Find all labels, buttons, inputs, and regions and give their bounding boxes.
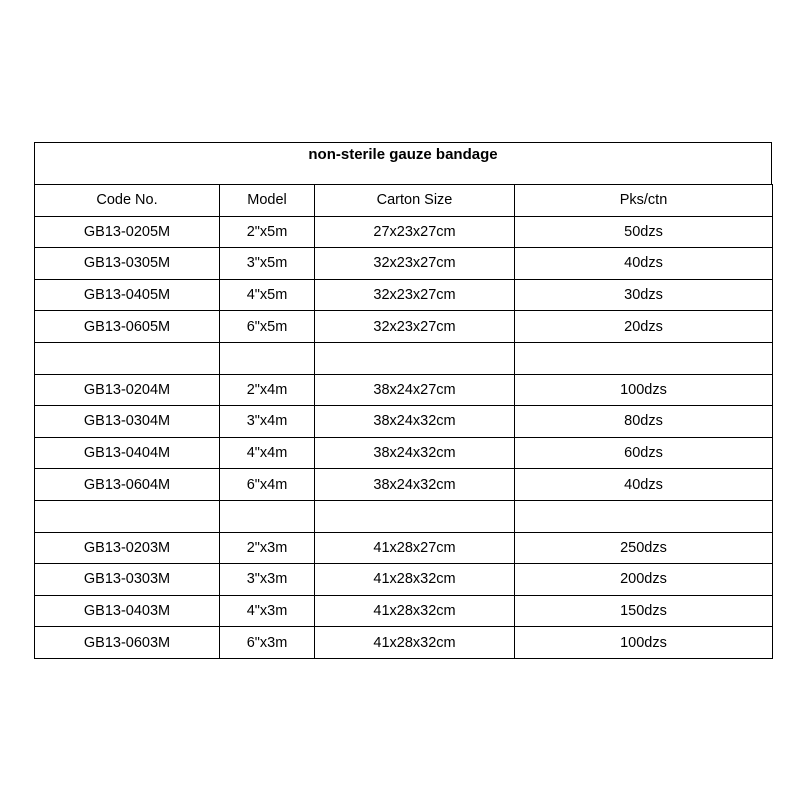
cell-carton-size	[315, 342, 515, 374]
cell-model: 3"x5m	[220, 248, 315, 280]
cell-model: 6"x5m	[220, 311, 315, 343]
table-row	[35, 248, 773, 280]
cell-pks-ctn: 20dzs	[515, 311, 773, 343]
cell-code-no: GB13-0604M	[35, 469, 220, 501]
cell-code-no: GB13-0605M	[35, 311, 220, 343]
cell-pks-ctn: 200dzs	[515, 564, 773, 596]
cell-code-no: GB13-0305M	[35, 248, 220, 280]
cell-model: 3"x3m	[220, 564, 315, 596]
table-row	[35, 374, 773, 406]
cell-code-no: GB13-0403M	[35, 595, 220, 627]
cell-code-no: GB13-0603M	[35, 627, 220, 659]
cell-carton-size: 41x28x32cm	[315, 564, 515, 596]
cell-carton-size	[315, 500, 515, 532]
cell-model: 4"x3m	[220, 595, 315, 627]
cell-pks-ctn: 50dzs	[515, 216, 773, 248]
cell-carton-size: 38x24x27cm	[315, 374, 515, 406]
header-model: Model	[220, 185, 315, 217]
cell-carton-size: 27x23x27cm	[315, 216, 515, 248]
header-row	[35, 185, 773, 217]
cell-carton-size: 32x23x27cm	[315, 279, 515, 311]
table-row	[35, 216, 773, 248]
cell-code-no	[35, 500, 220, 532]
table-row	[35, 311, 773, 343]
spec-table	[34, 184, 773, 659]
cell-pks-ctn: 30dzs	[515, 279, 773, 311]
cell-carton-size: 41x28x32cm	[315, 595, 515, 627]
cell-code-no	[35, 342, 220, 374]
cell-model: 4"x5m	[220, 279, 315, 311]
table-row	[35, 595, 773, 627]
table-row	[35, 564, 773, 596]
header-code-no: Code No.	[35, 185, 220, 217]
cell-pks-ctn: 100dzs	[515, 374, 773, 406]
header-carton-size: Carton Size	[315, 185, 515, 217]
cell-pks-ctn: 40dzs	[515, 469, 773, 501]
table-row	[35, 532, 773, 564]
table-title: non-sterile gauze bandage	[34, 142, 772, 184]
cell-model: 2"x5m	[220, 216, 315, 248]
cell-pks-ctn	[515, 342, 773, 374]
cell-pks-ctn: 60dzs	[515, 437, 773, 469]
cell-carton-size: 41x28x32cm	[315, 627, 515, 659]
spacer-row	[35, 500, 773, 532]
header-pks-ctn: Pks/ctn	[515, 185, 773, 217]
cell-model: 2"x3m	[220, 532, 315, 564]
cell-model	[220, 342, 315, 374]
cell-pks-ctn	[515, 500, 773, 532]
cell-pks-ctn: 80dzs	[515, 406, 773, 438]
cell-model	[220, 500, 315, 532]
cell-code-no: GB13-0404M	[35, 437, 220, 469]
cell-pks-ctn: 40dzs	[515, 248, 773, 280]
cell-carton-size: 38x24x32cm	[315, 437, 515, 469]
cell-model: 3"x4m	[220, 406, 315, 438]
cell-model: 4"x4m	[220, 437, 315, 469]
table-row	[35, 627, 773, 659]
cell-pks-ctn: 150dzs	[515, 595, 773, 627]
cell-model: 6"x3m	[220, 627, 315, 659]
cell-code-no: GB13-0304M	[35, 406, 220, 438]
cell-carton-size: 32x23x27cm	[315, 311, 515, 343]
table-row	[35, 469, 773, 501]
table-row	[35, 437, 773, 469]
product-spec-sheet	[34, 142, 772, 659]
spacer-row	[35, 342, 773, 374]
cell-code-no: GB13-0205M	[35, 216, 220, 248]
cell-code-no: GB13-0303M	[35, 564, 220, 596]
cell-carton-size: 38x24x32cm	[315, 406, 515, 438]
cell-code-no: GB13-0405M	[35, 279, 220, 311]
cell-carton-size: 41x28x27cm	[315, 532, 515, 564]
cell-pks-ctn: 100dzs	[515, 627, 773, 659]
cell-carton-size: 38x24x32cm	[315, 469, 515, 501]
table-row	[35, 279, 773, 311]
cell-pks-ctn: 250dzs	[515, 532, 773, 564]
cell-code-no: GB13-0203M	[35, 532, 220, 564]
cell-model: 6"x4m	[220, 469, 315, 501]
table-body	[35, 216, 773, 658]
cell-code-no: GB13-0204M	[35, 374, 220, 406]
table-row	[35, 406, 773, 438]
cell-model: 2"x4m	[220, 374, 315, 406]
cell-carton-size: 32x23x27cm	[315, 248, 515, 280]
